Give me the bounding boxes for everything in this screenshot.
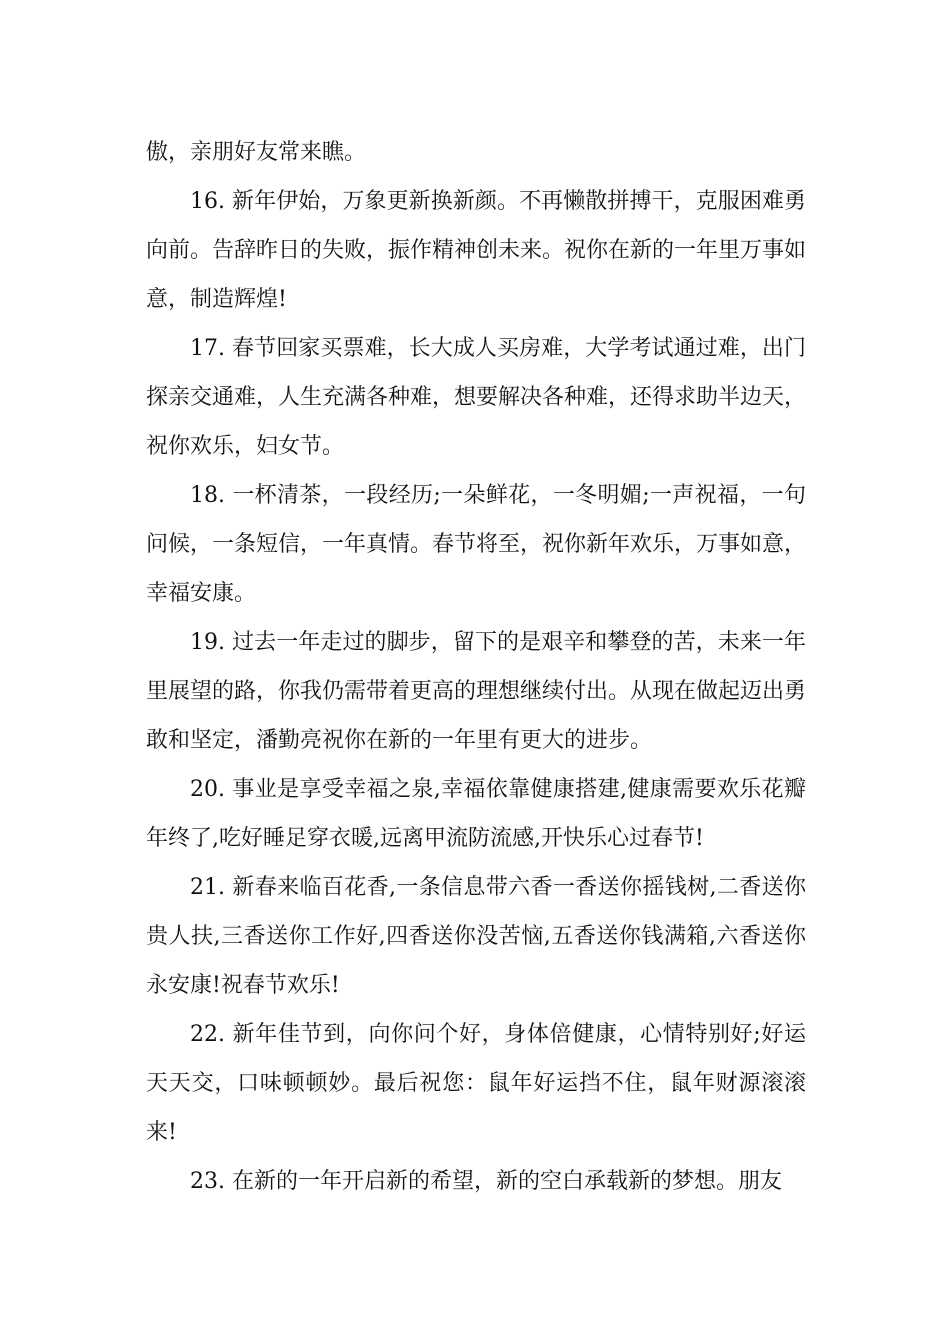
paragraph-22: 22. 新年佳节到，向你问个好，身体倍健康，心情特别好;好运天天交，口味顿顿妙。最后祝您：鼠年好运挡不住，鼠年财源滚滚来! <box>146 1022 806 1145</box>
paragraph-20: 20. 事业是享受幸福之泉,幸福依靠健康搭建,健康需要欢乐花瓣年终了,吃好睡足穿衣暖,远离甲流防流感,开快乐心过春节! <box>146 777 806 851</box>
paragraph-19: 19. 过去一年走过的脚步，留下的是艰辛和攀登的苦，未来一年里展望的路，你我仍需带着更高的理想继续付出。从现在做起迈出勇敢和坚定，潘勤亮祝你在新的一年里有更大的进步。 <box>146 630 807 753</box>
paragraph-17: 17. 春节回家买票难，长大成人买房难，大学考试通过难，出门探亲交通难，人生充满各种难，想要解决各种难，还得求助半边天，祝你欢乐，妇女节。 <box>146 336 807 459</box>
paragraph-15-continuation: 傲，亲朋好友常来瞧。 <box>146 140 367 165</box>
paragraph-23: 23. 在新的一年开启新的希望，新的空白承载新的梦想。朋友 <box>190 1169 782 1194</box>
document-body <box>146 128 806 1206</box>
paragraph-16: 16. 新年伊始，万象更新换新颜。不再懒散拼搏干，克服困难勇向前。告辞昨日的失败，振作精神创未来。祝你在新的一年里万事如意，制造辉煌! <box>146 189 807 312</box>
paragraph-18: 18. 一杯清茶，一段经历;一朵鲜花，一冬明媚;一声祝福，一句问候，一条短信，一年真情。春节将至，祝你新年欢乐，万事如意，幸福安康。 <box>146 483 807 606</box>
paragraph-21: 21. 新春来临百花香,一条信息带六香一香送你摇钱树,二香送你贵人扶,三香送你工作好,四香送你没苦恼,五香送你钱满箱,六香送你永安康!祝春节欢乐! <box>146 875 806 998</box>
